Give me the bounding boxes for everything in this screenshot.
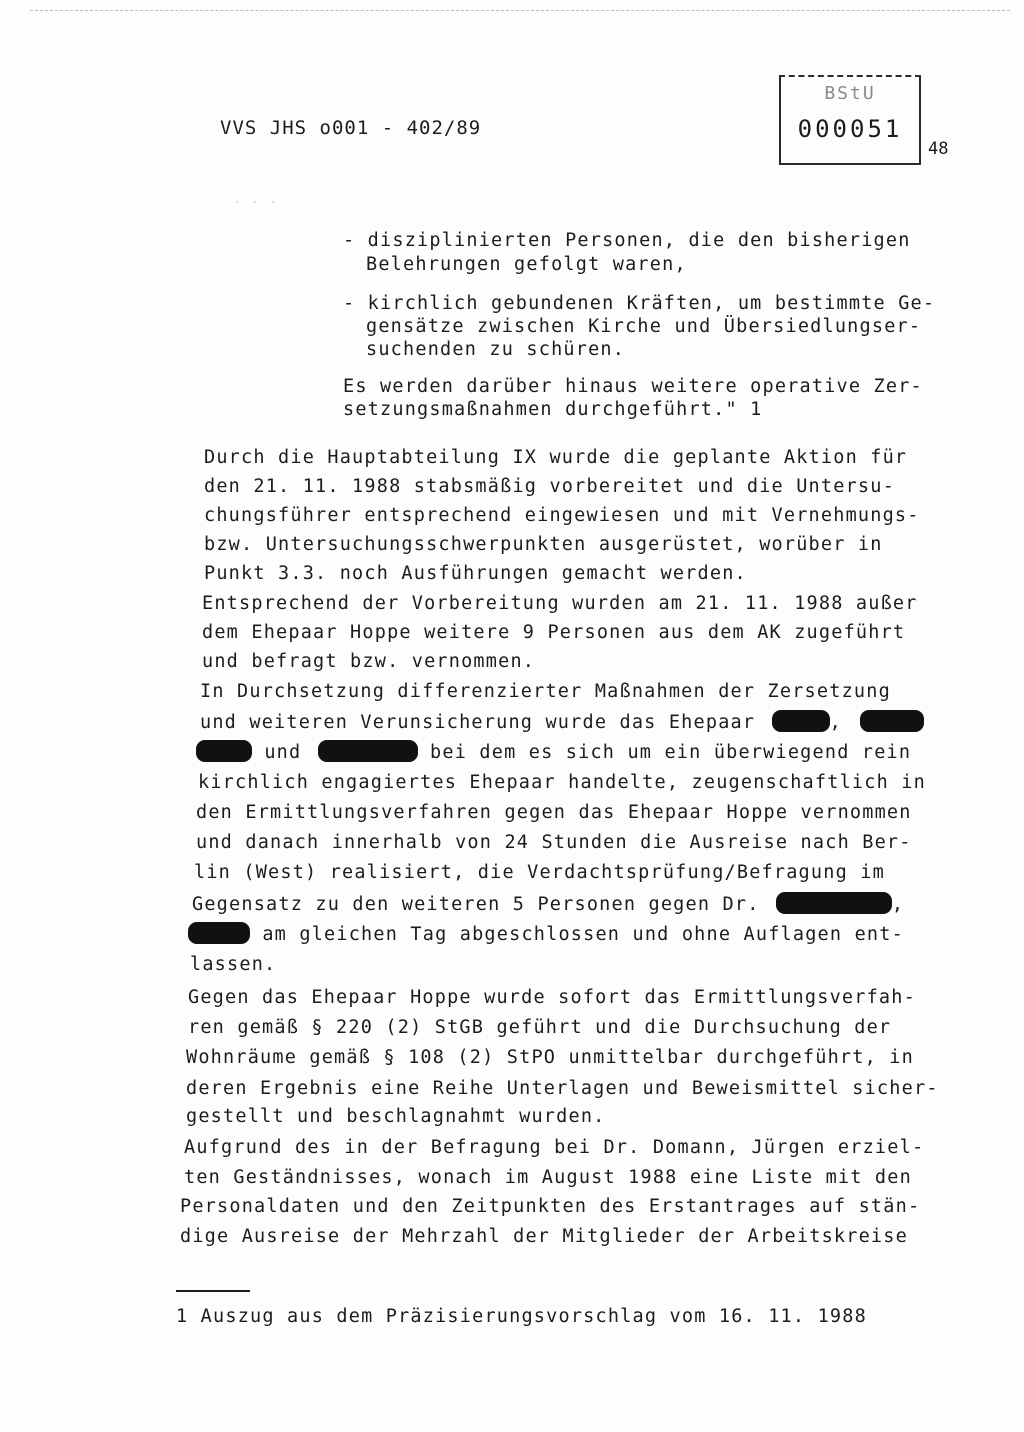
page-number: 48: [928, 139, 949, 159]
body-line: Entsprechend der Vorbereitung wurden am 21. 11. 1988 außer: [202, 593, 918, 614]
body-line-with-redaction: [196, 742, 911, 764]
list-item-line: gensätze zwischen Kirche und Übersiedlungser-: [366, 316, 922, 337]
body-line-with-redaction: [200, 712, 924, 734]
redaction-block: [860, 710, 924, 732]
body-line: Punkt 3.3. noch Ausführungen gemacht werden.: [204, 563, 747, 584]
redaction-block: [196, 740, 252, 762]
body-line: und danach innerhalb von 24 Stunden die Ausreise nach Ber-: [196, 832, 912, 853]
list-item-line: suchenden zu schüren.: [366, 339, 626, 360]
list-item-line: - disziplinierten Personen, die den bisherigen: [343, 230, 911, 251]
body-line: Personaldaten und den Zeitpunkten des Erstantrages auf stän-: [180, 1196, 921, 1217]
body-line: kirchlich engagiertes Ehepaar handelte, zeugenschaftlich in: [198, 772, 926, 793]
body-line: ten Geständnisses, wonach im August 1988 eine Liste mit den: [184, 1167, 912, 1188]
body-text: ,: [829, 712, 842, 733]
redaction-block: [776, 892, 892, 914]
body-line: chungsführer entsprechend eingewiesen und mit Vernehmungs-: [204, 505, 920, 526]
quote-line: setzungsmaßnahmen durchgeführt." 1: [343, 399, 763, 420]
quote-line: Es werden darüber hinaus weitere operative Zer-: [343, 376, 923, 397]
scan-edge-line: [30, 10, 1010, 11]
footnote: 1 Auszug aus dem Präzisierungsvorschlag vom 16. 11. 1988: [176, 1306, 867, 1327]
body-line: bzw. Untersuchungsschwerpunkten ausgerüstet, worüber in: [204, 534, 883, 555]
body-text: und weiteren Verunsicherung wurde das Ehepaar: [200, 712, 756, 733]
body-line: Durch die Hauptabteilung IX wurde die geplante Aktion für: [204, 447, 908, 468]
footnote-rule: [176, 1290, 250, 1292]
body-text: Gegensatz zu den weiteren 5 Personen gegen Dr.: [192, 894, 760, 915]
body-line: lin (West) realisiert, die Verdachtsprüfung/Befragung im: [194, 862, 885, 883]
body-line: gestellt und beschlagnahmt wurden.: [186, 1106, 606, 1127]
list-item-line: - kirchlich gebundenen Kräften, um bestimmte Ge-: [343, 293, 936, 314]
body-line-with-redaction: [192, 894, 904, 916]
body-text: bei dem es sich um ein überwiegend rein: [430, 742, 912, 763]
archive-stamp: [779, 75, 921, 165]
redaction-block: [772, 710, 830, 732]
body-line: Wohnräume gemäß § 108 (2) StPO unmittelbar durchgeführt, in: [186, 1047, 914, 1068]
body-line: den Ermittlungsverfahren gegen das Ehepaar Hoppe vernommen: [196, 802, 912, 823]
body-line: den 21. 11. 1988 stabsmäßig vorbereitet und die Untersu-: [204, 476, 895, 497]
list-item-line: Belehrungen gefolgt waren,: [366, 254, 687, 275]
stamp-label: BStU: [824, 83, 876, 104]
body-line: deren Ergebnis eine Reihe Unterlagen und Beweismittel sicher-: [186, 1078, 939, 1099]
body-line-with-redaction: [188, 924, 904, 946]
body-line: und befragt bzw. vernommen.: [202, 651, 536, 672]
body-line: lassen.: [190, 954, 277, 975]
body-line: In Durchsetzung differenzierter Maßnahmen der Zersetzung: [200, 681, 891, 702]
body-line: Aufgrund des in der Befragung bei Dr. Domann, Jürgen erziel-: [184, 1137, 925, 1158]
body-line: dem Ehepaar Hoppe weitere 9 Personen aus dem AK zugeführt: [202, 622, 906, 643]
body-text: am gleichen Tag abgeschlossen und ohne Auflagen ent-: [262, 924, 904, 945]
body-text: und: [264, 742, 302, 763]
document-reference: VVS JHS o001 - 402/89: [220, 117, 482, 139]
body-line: dige Ausreise der Mehrzahl der Mitglieder der Arbeitskreise: [180, 1226, 908, 1247]
body-line: Gegen das Ehepaar Hoppe wurde sofort das Ermittlungsverfah-: [188, 987, 916, 1008]
scan-speck: · · ·: [234, 197, 280, 208]
body-line: ren gemäß § 220 (2) StGB geführt und die Durchsuchung der: [188, 1017, 892, 1038]
redaction-block: [318, 740, 418, 762]
stamp-number: 000051: [797, 115, 903, 143]
body-text: ,: [891, 894, 905, 915]
redaction-block: [188, 922, 250, 944]
